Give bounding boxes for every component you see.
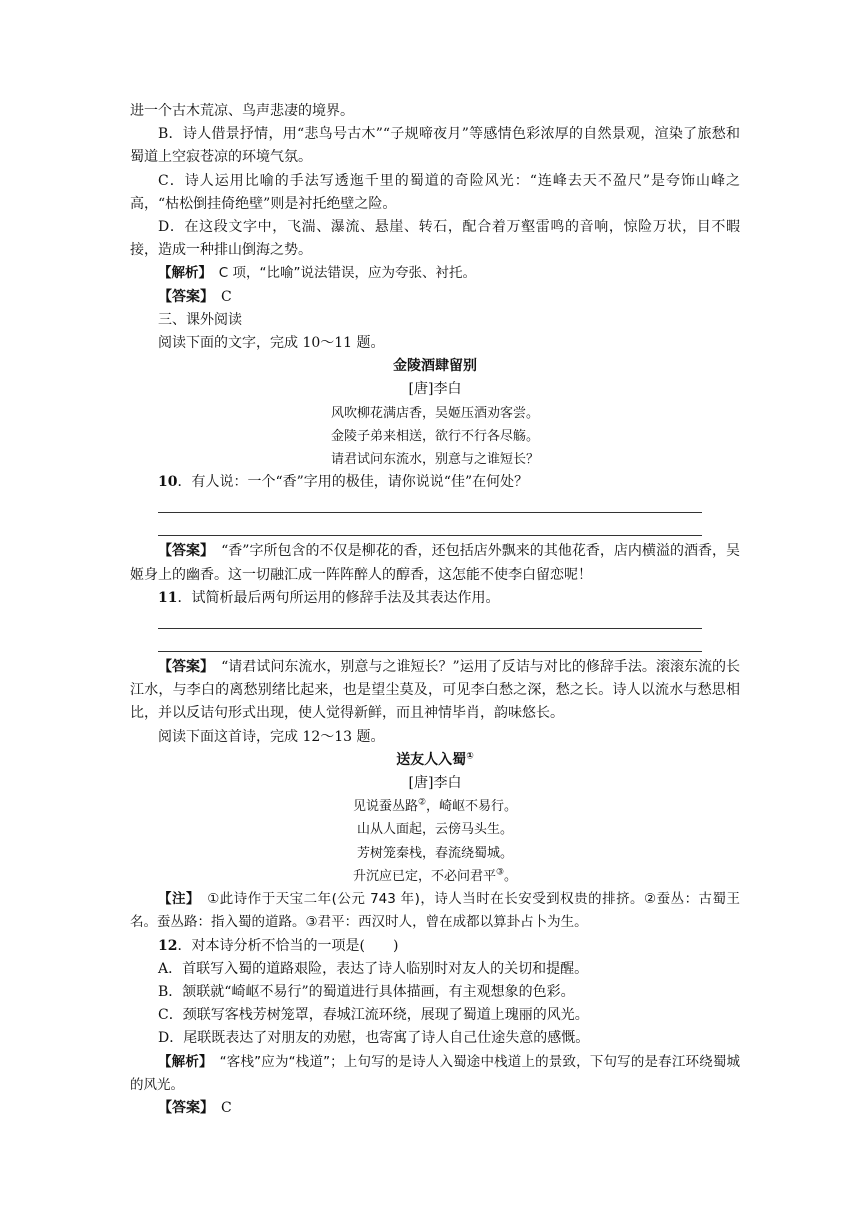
poem1-line: 金陵子弟来相送，欲行不行各尽觞。 xyxy=(330,428,539,444)
answer-label: 【答案】 xyxy=(158,1099,207,1116)
question-number: 10 xyxy=(158,474,178,491)
q11-answer xyxy=(130,656,740,726)
poem2-line xyxy=(130,865,740,888)
answer-blank[interactable] xyxy=(130,494,740,517)
section-heading: 三、课外阅读 xyxy=(158,311,242,328)
q10-answer xyxy=(130,540,740,586)
answer-line xyxy=(158,627,702,629)
poem2-line: 山从人面起，云傍马头生。 xyxy=(356,822,513,838)
note-text: ①此诗作于天宝二年(公元 743 年)，诗人当时在长安受到权贵的排挤。②蚕丛：古蜀王名。蚕丛路：指入蜀的道路。③君平：西汉时人，曾在成都以算卦占卜为生。 xyxy=(130,891,741,931)
question-text: ．对本诗分析不恰当的一项是( ) xyxy=(177,937,399,954)
answer-text: “香”字所包含的不仅是柳花的香，还包括店外飘来的其他花香，店内横溢的酒香，吴姬身上的幽香。这一切融汇成一阵阵醉人的醇香，这怎能不使李白留恋呢！ xyxy=(130,543,741,583)
line-part: 升沉应已定，不必问君平 xyxy=(352,868,496,884)
poem1-author: [唐]李白 xyxy=(408,381,462,398)
q12-option-b: B．颔联就“崎岖不易行”的蜀道进行具体描画，有主观想象的色彩。 xyxy=(158,983,575,1000)
footnote-ref: ③ xyxy=(495,867,505,878)
line-part: ，崎岖不易行。 xyxy=(426,799,518,815)
footnote-ref: ② xyxy=(417,797,427,808)
q12-option-d: D．尾联既表达了对朋友的劝慰，也寄寓了诗人自己仕途失意的感慨。 xyxy=(158,1030,590,1047)
answer-label: 【答案】 xyxy=(158,659,208,676)
poem1-title: 金陵酒肆留别 xyxy=(393,358,477,375)
answer-line xyxy=(158,511,702,513)
answer-line xyxy=(158,534,702,536)
poem2-title xyxy=(130,749,740,772)
answer-label: 【答案】 xyxy=(158,543,208,560)
analysis-text: C 项，“比喻”说法错误，应为夸张、衬托。 xyxy=(218,265,476,282)
analysis-label: 【解析】 xyxy=(158,1053,206,1070)
answer-blank[interactable] xyxy=(130,517,740,540)
poem2-line: 芳树笼秦栈，春流绕蜀城。 xyxy=(356,845,513,861)
q9-answer xyxy=(130,286,740,309)
line-part: 见说蚕丛路 xyxy=(352,799,418,815)
analysis-text: “客栈”应为“栈道”；上句写的是诗人入蜀途中栈道上的景致，下句写的是春江环绕蜀城的风光。 xyxy=(130,1053,741,1093)
q9-analysis xyxy=(130,262,740,285)
question-text: ．试简析最后两句所运用的修辞手法及其表达作用。 xyxy=(177,589,500,606)
q12-option-c: C．颈联写客栈芳树笼罩，春城江流环绕，展现了蜀道上瑰丽的风光。 xyxy=(158,1007,589,1024)
document-page xyxy=(130,100,740,1120)
paragraph-option-a-tail: 进一个古木荒凉、鸟声悲凄的境界。 xyxy=(130,103,354,119)
poem2-line xyxy=(130,795,740,818)
question-number: 12 xyxy=(158,937,178,954)
poem1-line: 请君试问东流水，别意与之谁短长？ xyxy=(330,452,539,468)
poem2-author: [唐]李白 xyxy=(408,775,462,792)
analysis-label: 【解析】 xyxy=(158,265,206,282)
option-c: C．诗人运用比喻的手法写透迤千里的蜀道的奇险风光：“连峰去天不盈尺”是夸饰山峰之高，“枯松倒挂倚绝壁”则是衬托绝壁之险。 xyxy=(130,172,740,212)
question-number: 11 xyxy=(158,589,178,606)
poem1-line: 风吹柳花满店香，吴姬压酒劝客尝。 xyxy=(330,405,539,421)
answer-blank[interactable] xyxy=(130,610,740,633)
reading-intro-2: 阅读下面这首诗，完成 12～13 题。 xyxy=(158,728,385,745)
q12-analysis xyxy=(130,1051,740,1097)
note-label: 【注】 xyxy=(158,891,194,908)
question-10 xyxy=(130,471,740,494)
reading-intro-1: 阅读下面的文字，完成 10～11 题。 xyxy=(158,335,385,352)
option-b: B．诗人借景抒情，用“悲鸟号古木”“子规啼夜月”等感情色彩浓厚的自然景观，渲染了旅愁和蜀道上空寂苍凉的环境气氛。 xyxy=(130,126,740,166)
poem2-title-text: 送友人入蜀 xyxy=(396,751,467,768)
question-text: ．有人说：一个“香”字用的极佳，请你说说“佳”在何处？ xyxy=(177,474,529,491)
answer-blank[interactable] xyxy=(130,633,740,656)
answer-label: 【答案】 xyxy=(158,288,207,305)
question-11 xyxy=(130,587,740,610)
option-d: D．在这段文字中，飞湍、瀑流、悬崖、转石，配合着万壑雷鸣的音响，惊险万状，目不暇接，造成一种排山倒海之势。 xyxy=(130,219,740,259)
answer-text: C xyxy=(221,288,232,305)
poem-note xyxy=(130,888,740,934)
answer-line xyxy=(158,650,702,652)
answer-text: C xyxy=(221,1099,232,1116)
q12-answer xyxy=(130,1097,740,1120)
question-12 xyxy=(130,935,740,958)
q12-option-a: A．首联写入蜀的道路艰险，表达了诗人临别时对友人的关切和提醒。 xyxy=(158,960,589,977)
footnote-ref: ① xyxy=(466,751,474,762)
answer-text: “请君试问东流水，别意与之谁短长？”运用了反诘与对比的修辞手法。滚滚东流的长江水，与李白的离愁别绪比起来，也是望尘莫及，可见李白愁之深，愁之长。诗人以流水与愁思相比，并以反诘句形式出现，使人觉得新鲜，而且神情毕肖，韵味悠长。 xyxy=(130,659,741,722)
line-part: 。 xyxy=(504,868,518,884)
